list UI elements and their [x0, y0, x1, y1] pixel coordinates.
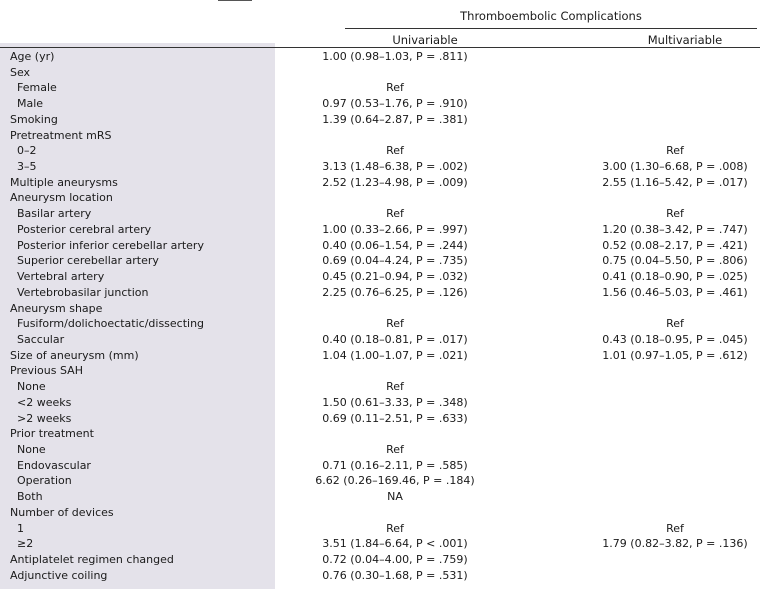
row-label: Fusiform/dolichoectatic/dissecting — [17, 317, 205, 331]
column-header-multivariable: Multivariable — [647, 33, 723, 47]
row-label: Posterior cerebral artery — [17, 222, 152, 236]
table-row — [0, 506, 760, 522]
multivariable-cell: 3.00 (1.30–6.68, P = .008) — [602, 160, 748, 174]
univariable-cell: 0.72 (0.04–4.00, P = .759) — [322, 553, 468, 567]
header-rule — [0, 47, 760, 48]
univariable-cell: 3.13 (1.48–6.38, P = .002) — [322, 160, 468, 174]
univariable-cell: 1.50 (0.61–3.33, P = .348) — [322, 395, 468, 409]
row-label: Basilar artery — [17, 207, 92, 221]
univariable-cell: Ref — [386, 521, 404, 535]
table-row — [0, 160, 760, 176]
row-label: Size of aneurysm (mm) — [10, 348, 139, 362]
row-label: Vertebrobasilar junction — [17, 285, 149, 299]
row-label: ≥2 — [17, 537, 34, 551]
row-label: Pretreatment mRS — [10, 128, 112, 142]
row-label: Posterior inferior cerebellar artery — [17, 238, 204, 252]
table-row — [0, 113, 760, 129]
table-row — [0, 553, 760, 569]
row-label: Previous SAH — [10, 364, 83, 378]
group-header: Thromboembolic Complications — [460, 9, 642, 23]
univariable-cell: Ref — [386, 81, 404, 95]
table-row — [0, 207, 760, 223]
univariable-cell: 0.40 (0.18–0.81, P = .017) — [322, 332, 468, 346]
table-row — [0, 302, 760, 318]
table-row — [0, 474, 760, 490]
row-label: Adjunctive coiling — [10, 568, 108, 582]
multivariable-cell: 1.01 (0.97–1.05, P = .612) — [602, 348, 748, 362]
table-row — [0, 129, 760, 145]
univariable-cell: 2.25 (0.76–6.25, P = .126) — [322, 285, 468, 299]
table-row — [0, 333, 760, 349]
table-row — [0, 317, 760, 333]
row-label: Endovascular — [17, 458, 91, 472]
row-label: 1 — [17, 521, 24, 535]
row-label: Superior cerebellar artery — [17, 254, 159, 268]
multivariable-cell: 1.79 (0.82–3.82, P = .136) — [602, 537, 748, 551]
table-row — [0, 144, 760, 160]
table-row — [0, 81, 760, 97]
column-header-univariable: Univariable — [392, 33, 458, 47]
row-label: Aneurysm shape — [10, 301, 103, 315]
row-label: Sex — [10, 65, 31, 79]
table-row — [0, 97, 760, 113]
univariable-cell: 3.51 (1.84–6.64, P < .001) — [322, 537, 468, 551]
univariable-cell: Ref — [386, 317, 404, 331]
row-label: 3–5 — [17, 160, 37, 174]
univariable-cell: 1.00 (0.33–2.66, P = .997) — [322, 222, 468, 236]
row-label: Saccular — [17, 332, 65, 346]
multivariable-cell: 0.43 (0.18–0.95, P = .045) — [602, 332, 748, 346]
table-row — [0, 286, 760, 302]
table-row — [0, 569, 760, 585]
table-row — [0, 522, 760, 538]
table-row — [0, 270, 760, 286]
multivariable-cell: Ref — [666, 521, 684, 535]
table-row — [0, 412, 760, 428]
multivariable-cell: Ref — [666, 144, 684, 158]
table-row — [0, 396, 760, 412]
row-label: Operation — [17, 474, 72, 488]
table-row — [0, 427, 760, 443]
row-label: >2 weeks — [17, 411, 72, 425]
table-row — [0, 364, 760, 380]
row-label: None — [17, 443, 46, 456]
univariable-cell: Ref — [386, 380, 404, 394]
table-row — [0, 349, 760, 365]
univariable-cell: Ref — [386, 207, 404, 221]
table-row — [0, 176, 760, 192]
multivariable-cell: 0.41 (0.18–0.90, P = .025) — [602, 270, 748, 284]
multivariable-cell: Ref — [666, 317, 684, 331]
univariable-cell: 1.04 (1.00–1.07, P = .021) — [322, 348, 468, 362]
multivariable-cell: 0.52 (0.08–2.17, P = .421) — [602, 238, 748, 252]
univariable-cell: 2.52 (1.23–4.98, P = .009) — [322, 175, 468, 189]
univariable-cell: Ref — [386, 443, 404, 456]
multivariable-cell: 1.56 (0.46–5.03, P = .461) — [602, 285, 748, 299]
univariable-cell: 1.00 (0.98–1.03, P = .811) — [322, 50, 468, 63]
row-label: 0–2 — [17, 144, 37, 158]
row-label: Aneurysm location — [10, 191, 113, 205]
row-label: Antiplatelet regimen changed — [10, 553, 174, 567]
table-row — [0, 537, 760, 553]
row-label: Male — [17, 97, 44, 111]
row-label: Both — [17, 490, 43, 504]
univariable-cell: 0.76 (0.30–1.68, P = .531) — [322, 568, 468, 582]
row-label: Number of devices — [10, 505, 114, 519]
row-label: Female — [17, 81, 57, 95]
univariable-cell: NA — [387, 490, 403, 504]
table-row — [0, 191, 760, 207]
table-row — [0, 223, 760, 239]
group-header-rule — [345, 28, 757, 29]
table-row — [0, 50, 760, 66]
multivariable-cell: 0.75 (0.04–5.50, P = .806) — [602, 254, 748, 268]
univariable-cell: 6.62 (0.26–169.46, P = .184) — [315, 474, 475, 488]
table-row — [0, 459, 760, 475]
multivariable-cell: Ref — [666, 207, 684, 221]
table-row — [0, 490, 760, 506]
row-label: Smoking — [10, 112, 58, 126]
row-label: Vertebral artery — [17, 270, 105, 284]
table-row — [0, 239, 760, 255]
univariable-cell: 0.69 (0.04–4.24, P = .735) — [322, 254, 468, 268]
univariable-cell: 1.39 (0.64–2.87, P = .381) — [322, 112, 468, 126]
univariable-cell: 0.45 (0.21–0.94, P = .032) — [322, 270, 468, 284]
row-label: None — [17, 380, 46, 394]
top-rule-fragment — [218, 0, 252, 1]
univariable-cell: 0.71 (0.16–2.11, P = .585) — [322, 458, 468, 472]
multivariable-cell: 1.20 (0.38–3.42, P = .747) — [602, 222, 748, 236]
row-label: Multiple aneurysms — [10, 175, 118, 189]
table-row — [0, 254, 760, 270]
table-row — [0, 66, 760, 82]
table-row — [0, 380, 760, 396]
univariable-cell: Ref — [386, 144, 404, 158]
row-label: Age (yr) — [10, 50, 55, 63]
table-row — [0, 443, 760, 459]
univariable-cell: 0.97 (0.53–1.76, P = .910) — [322, 97, 468, 111]
row-label: <2 weeks — [17, 395, 72, 409]
multivariable-cell: 2.55 (1.16–5.42, P = .017) — [602, 175, 748, 189]
row-label: Prior treatment — [10, 427, 94, 441]
univariable-cell: 0.69 (0.11–2.51, P = .633) — [322, 411, 468, 425]
univariable-cell: 0.40 (0.06–1.54, P = .244) — [322, 238, 468, 252]
